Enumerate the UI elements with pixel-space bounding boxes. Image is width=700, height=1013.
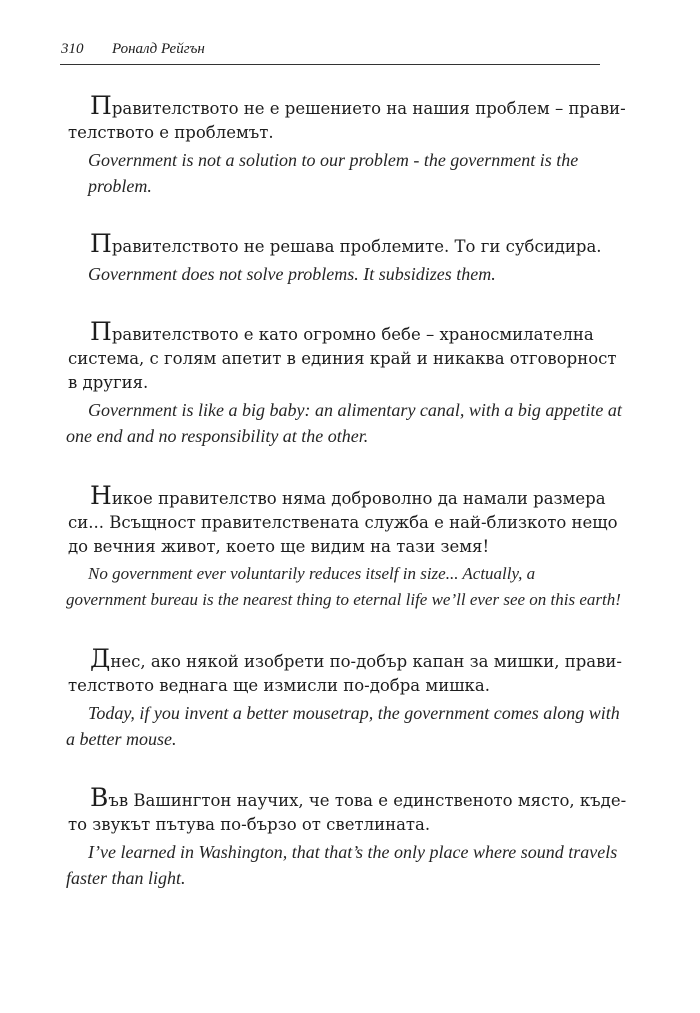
quote-en-line: Government is like a big baby: an alimentary canal, with a big appetite at [88,400,622,420]
quote-en-line: Government does not solve problems. It subsidizes them. [88,264,496,284]
running-header [60,36,600,65]
quote-en-line: Government is not a solution to our problem - the government is the [88,150,579,170]
quote-bg-text: ъв Вашингтон научих, че това е единственото място, къде- [108,791,627,810]
quote-block [66,481,621,613]
quote-bulgarian [68,481,618,559]
quote-en-line: Today, if you invent a better mousetrap, the government comes along with [88,703,620,723]
quote-english [66,700,620,752]
quote-bulgarian [68,317,617,395]
quote-en-line: I’ve learned in Washington, that that’s the only place where sound travels [88,842,618,862]
quote-block [66,317,622,449]
quote-block [68,91,626,199]
quote-bulgarian [90,229,610,259]
quote-bg-line: телството е проблемът. [68,123,274,142]
quote-bulgarian [68,783,627,837]
quote-en-line: a better mouse. [66,729,177,749]
quote-english [88,147,602,199]
quote-english [66,561,621,613]
quote-bg-line: телството веднага ще измисли по-добра мишка. [68,676,490,695]
quote-bg-line: то звукът пътува по-бързо от светлината. [68,815,431,834]
drop-initial: Д [90,644,111,673]
quote-bg-line [90,783,627,813]
quote-english [66,397,622,449]
drop-initial: П [90,229,112,258]
quote-bg-text: нес, ако някой изобрети по-добър капан за мишки, прави- [110,652,622,671]
quote-block [66,644,622,752]
quote-bg-line [90,644,622,674]
quote-bg-line: в другия. [68,373,149,392]
quote-bg-line [90,91,626,121]
quote-en-line: problem. [88,176,152,196]
drop-initial: П [90,91,112,120]
drop-initial: П [90,317,112,346]
quote-block [66,783,627,891]
quote-bulgarian [68,644,622,698]
quote-en-line: government bureau is the nearest thing to eternal life we’ll ever see on this earth! [66,590,621,609]
running-title: Роналд Рейгън [112,41,205,57]
quote-bg-line: до вечния живот, което ще видим на тази земя! [68,537,490,556]
quote-bg-line [90,317,610,347]
quote-bg-line [90,481,610,511]
quote-bg-line [90,229,610,259]
drop-initial: В [90,783,109,812]
quote-bg-line: система, с голям апетит в единия край и никаква отговорност [68,349,617,368]
quote-bg-line: си... Всъщност правителствената служба е най-близкото нещо [68,513,618,532]
quote-bulgarian [68,91,626,145]
quote-english [88,261,610,287]
quote-bg-text: икое правителство няма доброволно да намали размера [111,489,606,508]
quote-en-line: faster than light. [66,868,186,888]
quote-block [88,229,610,287]
page-number: 310 [61,41,84,57]
quote-bg-text: равителството не е решението на нашия проблем – прави- [111,99,626,118]
quote-bg-text: равителството е като огромно бебе – храносмилателна [111,325,594,344]
quote-en-line: one end and no responsibility at the other. [66,426,369,446]
quote-english [66,839,618,891]
drop-initial: Н [90,481,112,510]
quote-en-line: No government ever voluntarily reduces itself in size... Actually, a [88,564,536,583]
quote-bg-text: равителството не решава проблемите. То ги субсидира. [111,237,602,256]
